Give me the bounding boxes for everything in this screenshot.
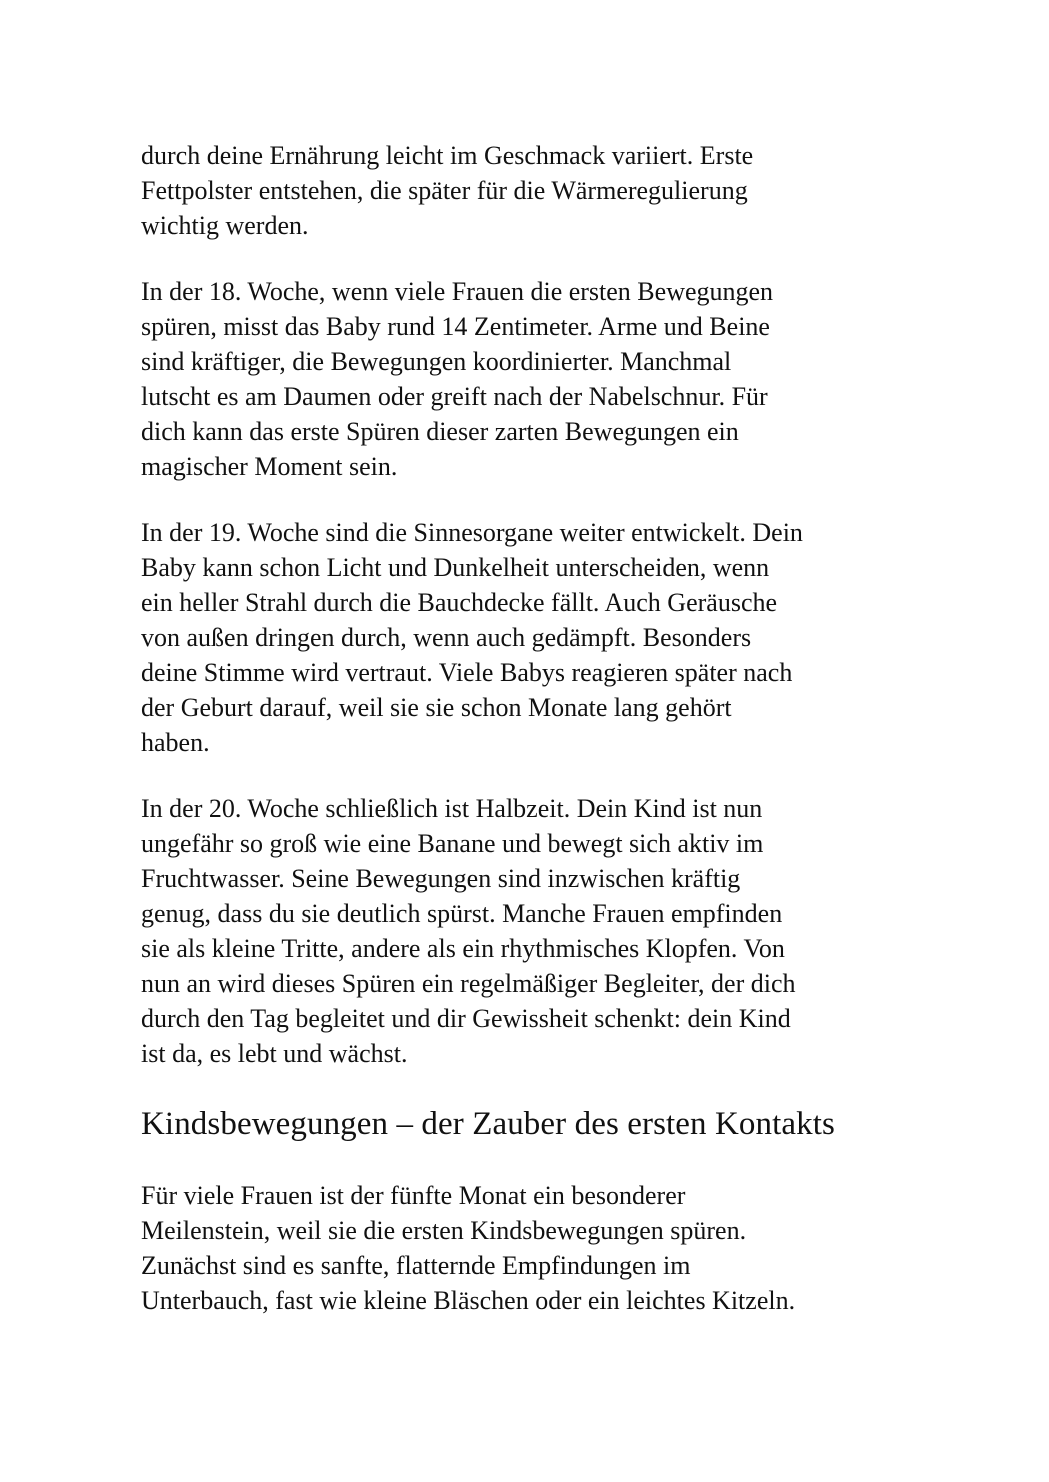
paragraph-nutrition: durch deine Ernährung leicht im Geschmack variiert. Erste Fettpolster entstehen, die später für die Wärmeregulierung wichtig werden.: [141, 141, 754, 240]
paragraph-week-20: In der 20. Woche schließlich ist Halbzeit. Dein Kind ist nun ungefähr so groß wie eine Banane und bewegt sich aktiv im Fruchtwasser. Seine Bewegungen sind inzwischen kräftig genug, dass du sie deutlich spürst. Manche Frauen empfinden sie als kleine Tritte, andere als ein rhythmisches Klopfen. Von nun an wird dieses Spüren ein regelmäßiger Begleiter, der dich durch den Tag begleitet und dir Gewissheit schenkt: dein Kind ist da, es lebt und wächst.: [141, 794, 796, 1068]
section-heading: Kindsbewegungen – der Zauber des ersten Kontakts: [141, 1106, 835, 1142]
paragraph-kindsbewegungen: Für viele Frauen ist der fünfte Monat ein besonderer Meilenstein, weil sie die ersten Kindsbewegungen spüren. Zunächst sind es sanfte, flatternde Empfindungen im Unterbauch, fast wie kleine Bläschen oder ein leichtes Kitzeln.: [141, 1181, 796, 1315]
paragraph-week-19: In der 19. Woche sind die Sinnesorgane weiter entwickelt. Dein Baby kann schon Licht und Dunkelheit unterscheiden, wenn ein heller Strahl durch die Bauchdecke fällt. Auch Geräusche von außen dringen durch, wenn auch gedämpft. Besonders deine Stimme wird vertraut. Viele Babys reagieren später nach der Geburt darauf, weil sie sie schon Monate lang gehört haben.: [141, 518, 803, 757]
paragraph-week-18: In der 18. Woche, wenn viele Frauen die ersten Bewegungen spüren, misst das Baby rund 14 Zentimeter. Arme und Beine sind kräftiger, die Bewegungen koordinierter. Manchmal lutscht es am Daumen oder greift nach der Nabelschnur. Für dich kann das erste Spüren dieser zarten Bewegungen ein magischer Moment sein.: [141, 277, 774, 481]
document-page: [141, 138, 921, 1349]
